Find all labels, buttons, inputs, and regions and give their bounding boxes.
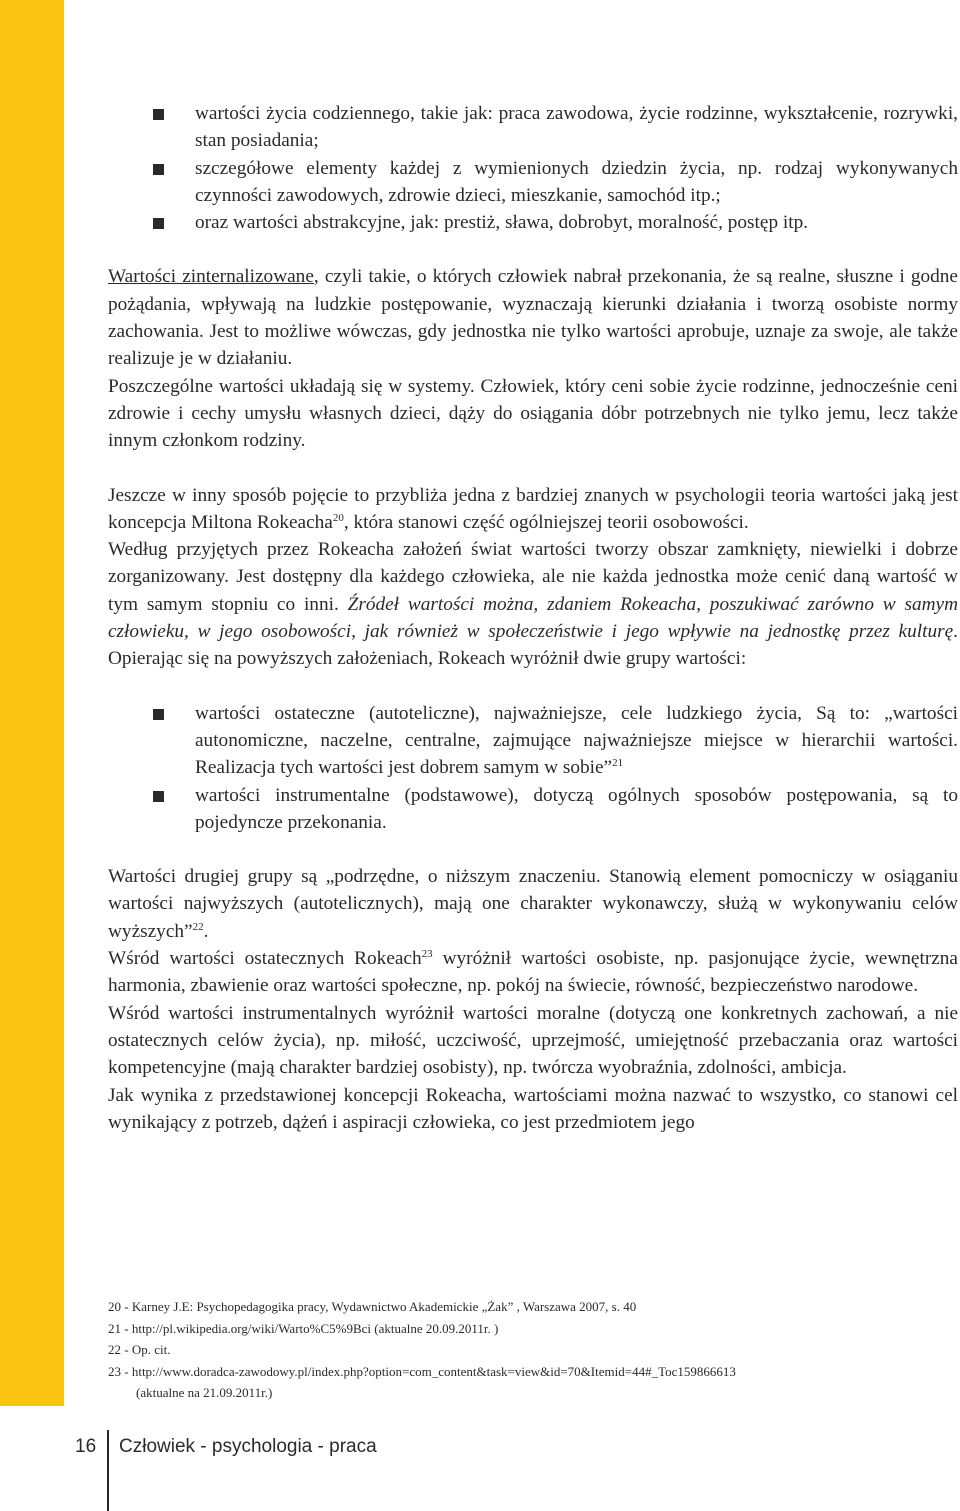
footnote-ref-21: 21 <box>612 757 624 770</box>
square-bullet-icon <box>153 164 164 175</box>
page-number: 16 <box>75 1436 97 1457</box>
paragraph-rokeach-intro: Jeszcze w inny sposób pojęcie to przybliża jedna z bardziej znanych w psychologii teoria wartości jaką jest koncepcja Miltona Rokeacha$^{20}$, która stanowi część ogólniejszej teorii osobowości. Według przyjętych przez Rokeacha założeń świat wartości tworzy obszar zamknięty, niewielki i dobrze zorganizowany. Jest dostępny dla każdego człowieka, ale nie każda jednostka może cenić daną wartość w tym samym stopniu co inni. Źródeł wartości można, zdaniem Rokeacha, poszukiwać zarówno w samym człowieku, w jego osobowości, jak również w społeczeństwie i jego wpływie na jednostkę przez kulturę. Opierając się na powyższych założeniach, Rokeach wyróżnił dwie grupy wartości: <box>108 484 959 670</box>
values-list-2 <box>108 700 958 836</box>
footer-divider <box>107 1430 109 1511</box>
footnote-23-continuation: (aktualne na 21.09.2011r.) <box>136 1385 273 1400</box>
footnotes <box>108 1296 958 1404</box>
square-bullet-icon <box>153 709 164 720</box>
list-item: szczegółowe elementy każdej z wymienionych dziedzin życia, np. rodzaj wykonywanych czynności zawodowych, zdrowie dzieci, mieszkanie, samochód itp.; <box>108 155 958 210</box>
running-title: Człowiek - psychologia - praca <box>119 1436 377 1457</box>
footnote-20: 20 - Karney J.E: Psychopedagogika pracy, Wydawnictwo Akademickie „Żak” , Warszawa 2007, s. 40 <box>108 1299 637 1314</box>
footnote-ref-20: 20 <box>332 511 344 524</box>
page-footer <box>0 1430 960 1511</box>
list-item: wartości instrumentalne (podstawowe), dotyczą ogólnych sposobów postępowania, są to pojedyncze przekonania. <box>108 782 958 837</box>
footnote-21: 21 - http://pl.wikipedia.org/wiki/Warto%C5%9Bci (aktualne 20.09.2011r. ) <box>108 1320 499 1336</box>
footnote-ref-23: 23 <box>421 948 433 961</box>
main-content <box>108 100 958 1136</box>
footnote-22: 22 - Op. cit. <box>108 1342 171 1357</box>
square-bullet-icon <box>153 791 164 802</box>
footnote-ref-22: 22 <box>192 920 204 933</box>
paragraph-rokeach-groups: Wartości drugiej grupy są „podrzędne, o niższym znaczeniu. Stanowią element pomocniczy w osiąganiu wartości najwyższych (autotelicznych), mają one charakter wykonawczy, służą w wykonywaniu celów wyższych”$^{22}$. Wśród wartości ostatecznych Rokeach$^{23}$ wyróżnił wartości osobiste, np. pasjonujące życie, wewnętrzna harmonia, zbawienie oraz wartości społeczne, np. pokój na świecie, równość, bezpieczeństwo narodowe. Wśród wartości instrumentalnych wyróżnił wartości moralne (dotyczą one konkretnych zachowań, a nie ostatecznych celów życia), np. miłość, uczciwość, uprzejmość, umiejętność przebaczania oraz wartości kompetencyjne (mają charakter bardziej osobisty), np. twórcza wyobraźnia, zdolności, ambicja. Jak wynika z przedstawionej koncepcji Rokeacha, wartościami można nazwać to wszystko, co stanowi cel wynikający z potrzeb, dążeń i aspiracji człowieka, co jest przedmiotem jego <box>108 866 958 1133</box>
paragraph-value-systems: Poszczególne wartości układają się w systemy. Człowiek, który ceni sobie życie rodzinne, jednocześnie ceni zdrowie i cechy umysłu własnych dzieci, dąży do osiągania dóbr potrzebnych nie tylko jemu, lecz także innym członkom rodziny. <box>108 375 958 452</box>
square-bullet-icon <box>153 109 164 120</box>
footnote-23: 23 - http://www.doradca-zawodowy.pl/index.php?option=com_content&task=view&id=70&Itemid=44#_Toc159866613 <box>108 1363 736 1379</box>
list-item: oraz wartości abstrakcyjne, jak: prestiż, sława, dobrobyt, moralność, postęp itp. <box>108 209 958 236</box>
term-underlined: Wartości zinternalizowane <box>108 266 314 288</box>
paragraph-internalized-values: Wartości zinternalizowane, czyli takie, o których człowiek nabrał przekonania, że są realne, słuszne i godne pożądania, wpływają na ludzkie postępowanie, wyznaczają kierunki działania i tworzą osobiste normy zachowania. Jest to możliwe wówczas, gdy jednostka nie tylko wartości aprobuje, uznaje za swoje, ale także realizuje je w działaniu. Poszczególne wartości układają się w systemy. Człowiek, który ceni sobie życie rodzinne, jednocześnie ceni zdrowie i cechy umysłu własnych dzieci, dąży do osiągania dóbr potrzebnych nie tylko jemu, lecz także innym członkom rodziny. <box>108 266 958 452</box>
values-list-1 <box>108 100 958 236</box>
square-bullet-icon <box>153 218 164 229</box>
list-item: wartości ostateczne (autoteliczne), najważniejsze, cele ludzkiego życia, Są to: „wartości autonomiczne, naczelne, centralne, zajmujące najważniejsze miejsce w hierarchii wartości. Realizacja tych wartości jest dobrem samym w sobie”$^{21}$ <box>108 700 958 782</box>
italic-quote: Źródeł wartości można, zdaniem Rokeacha, poszukiwać zarówno w samym człowieku, w jego osobowości, jak również w społeczeństwie i jego wpływie na jednostkę przez kulturę <box>108 593 959 643</box>
side-accent-bar <box>0 0 64 1406</box>
list-item: wartości życia codziennego, takie jak: praca zawodowa, życie rodzinne, wykształcenie, rozrywki, stan posiadania; <box>108 100 958 155</box>
